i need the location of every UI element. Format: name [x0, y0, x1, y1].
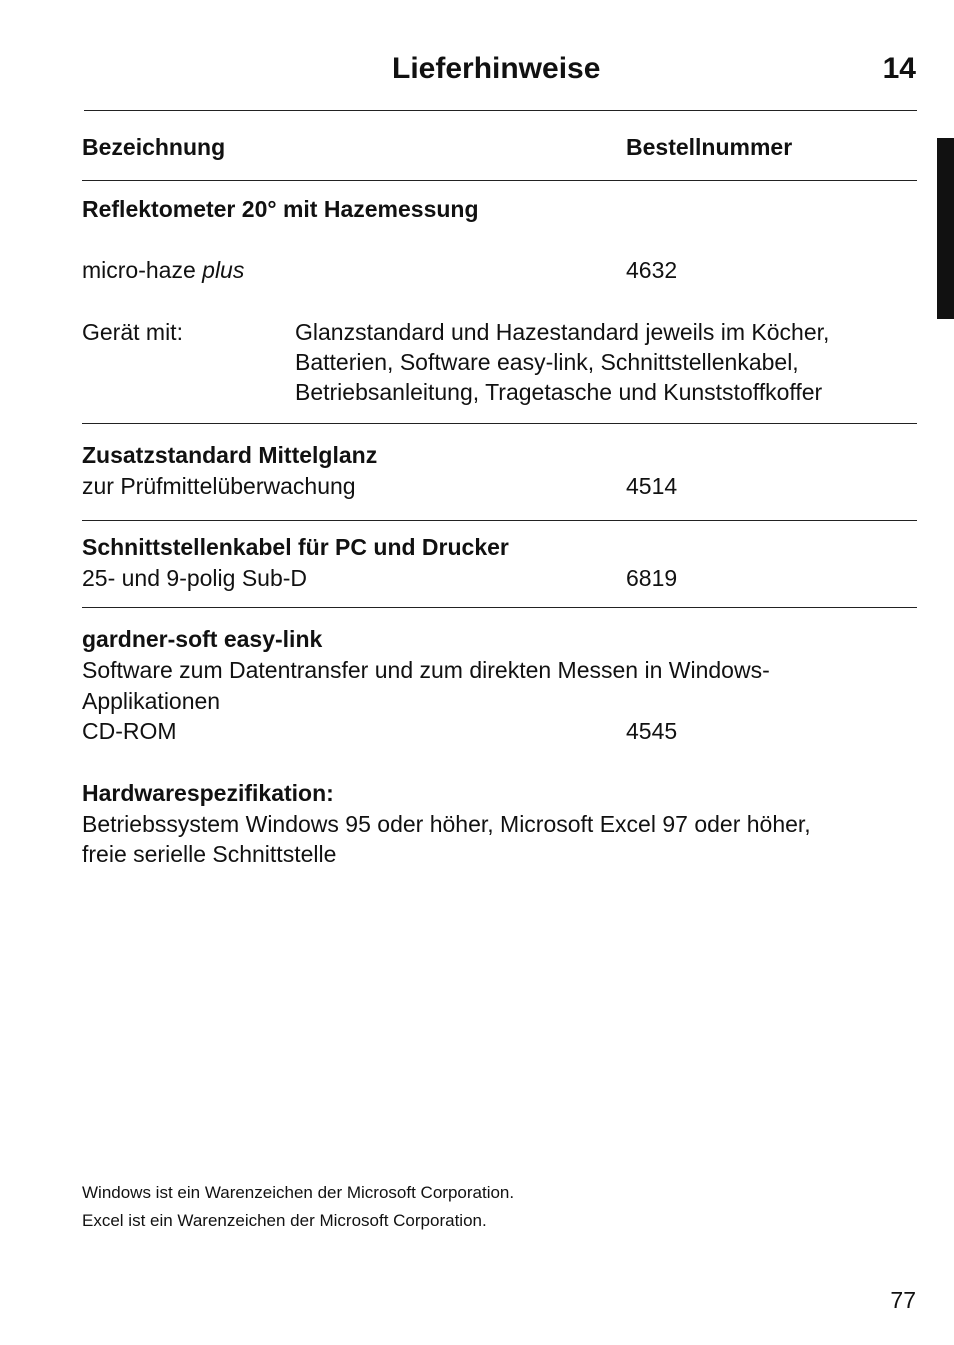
hardware-line-1: Betriebssystem Windows 95 oder höher, Microsoft Excel 97 oder höher,	[82, 811, 811, 837]
product-name	[82, 257, 244, 284]
page-number: 77	[890, 1287, 916, 1313]
column-header-designation: Bezeichnung	[82, 134, 226, 160]
column-header-order-number: Bestellnummer	[626, 134, 793, 160]
section-heading-hardware: Hardwarespezifikation:	[82, 780, 334, 806]
chapter-tab-marker	[937, 138, 954, 319]
hardware-line-2: freie serielle Schnittstelle	[82, 841, 337, 867]
section-heading-kabel: Schnittstellenkabel für PC und Drucker	[82, 534, 509, 560]
footnote-windows: Windows ist ein Warenzeichen der Microsoft Corporation.	[82, 1183, 515, 1202]
includes-label: Gerät mit:	[82, 319, 183, 345]
easy-link-description-line-1: Software zum Datentransfer und zum direkten Messen in Windows-	[82, 657, 770, 683]
product-name-suffix: plus	[202, 257, 245, 283]
section-rule-1	[82, 423, 917, 424]
includes-line-2: Batterien, Software easy-link, Schnittstellenkabel,	[295, 349, 799, 375]
zusatzstandard-description: zur Prüfmittelüberwachung	[82, 473, 356, 499]
page-title: Lieferhinweise	[392, 52, 601, 85]
column-header-rule	[82, 180, 917, 181]
easy-link-media: CD-ROM	[82, 718, 177, 744]
order-number-zusatzstandard: 4514	[626, 473, 678, 499]
section-rule-3	[82, 607, 917, 608]
easy-link-description-line-2: Applikationen	[82, 688, 221, 714]
includes-line-3: Betriebsanleitung, Tragetasche und Kunststoffkoffer	[295, 379, 823, 405]
footnote-excel: Excel ist ein Warenzeichen der Microsoft Corporation.	[82, 1211, 487, 1230]
order-number-micro-haze: 4632	[626, 257, 678, 283]
section-heading-zusatzstandard: Zusatzstandard Mittelglanz	[82, 442, 378, 468]
section-heading-reflectometer: Reflektometer 20° mit Hazemessung	[82, 196, 479, 222]
chapter-number: 14	[882, 52, 916, 85]
order-number-easy-link: 4545	[626, 718, 678, 744]
product-name-main: micro-haze	[82, 257, 196, 283]
section-heading-easy-link: gardner-soft easy-link	[82, 626, 323, 652]
section-rule-2	[82, 520, 917, 521]
includes-line-1: Glanzstandard und Hazestandard jeweils im Köcher,	[295, 319, 830, 345]
order-number-kabel: 6819	[626, 565, 678, 591]
kabel-description: 25- und 9-polig Sub-D	[82, 565, 308, 591]
header-rule	[84, 110, 917, 111]
